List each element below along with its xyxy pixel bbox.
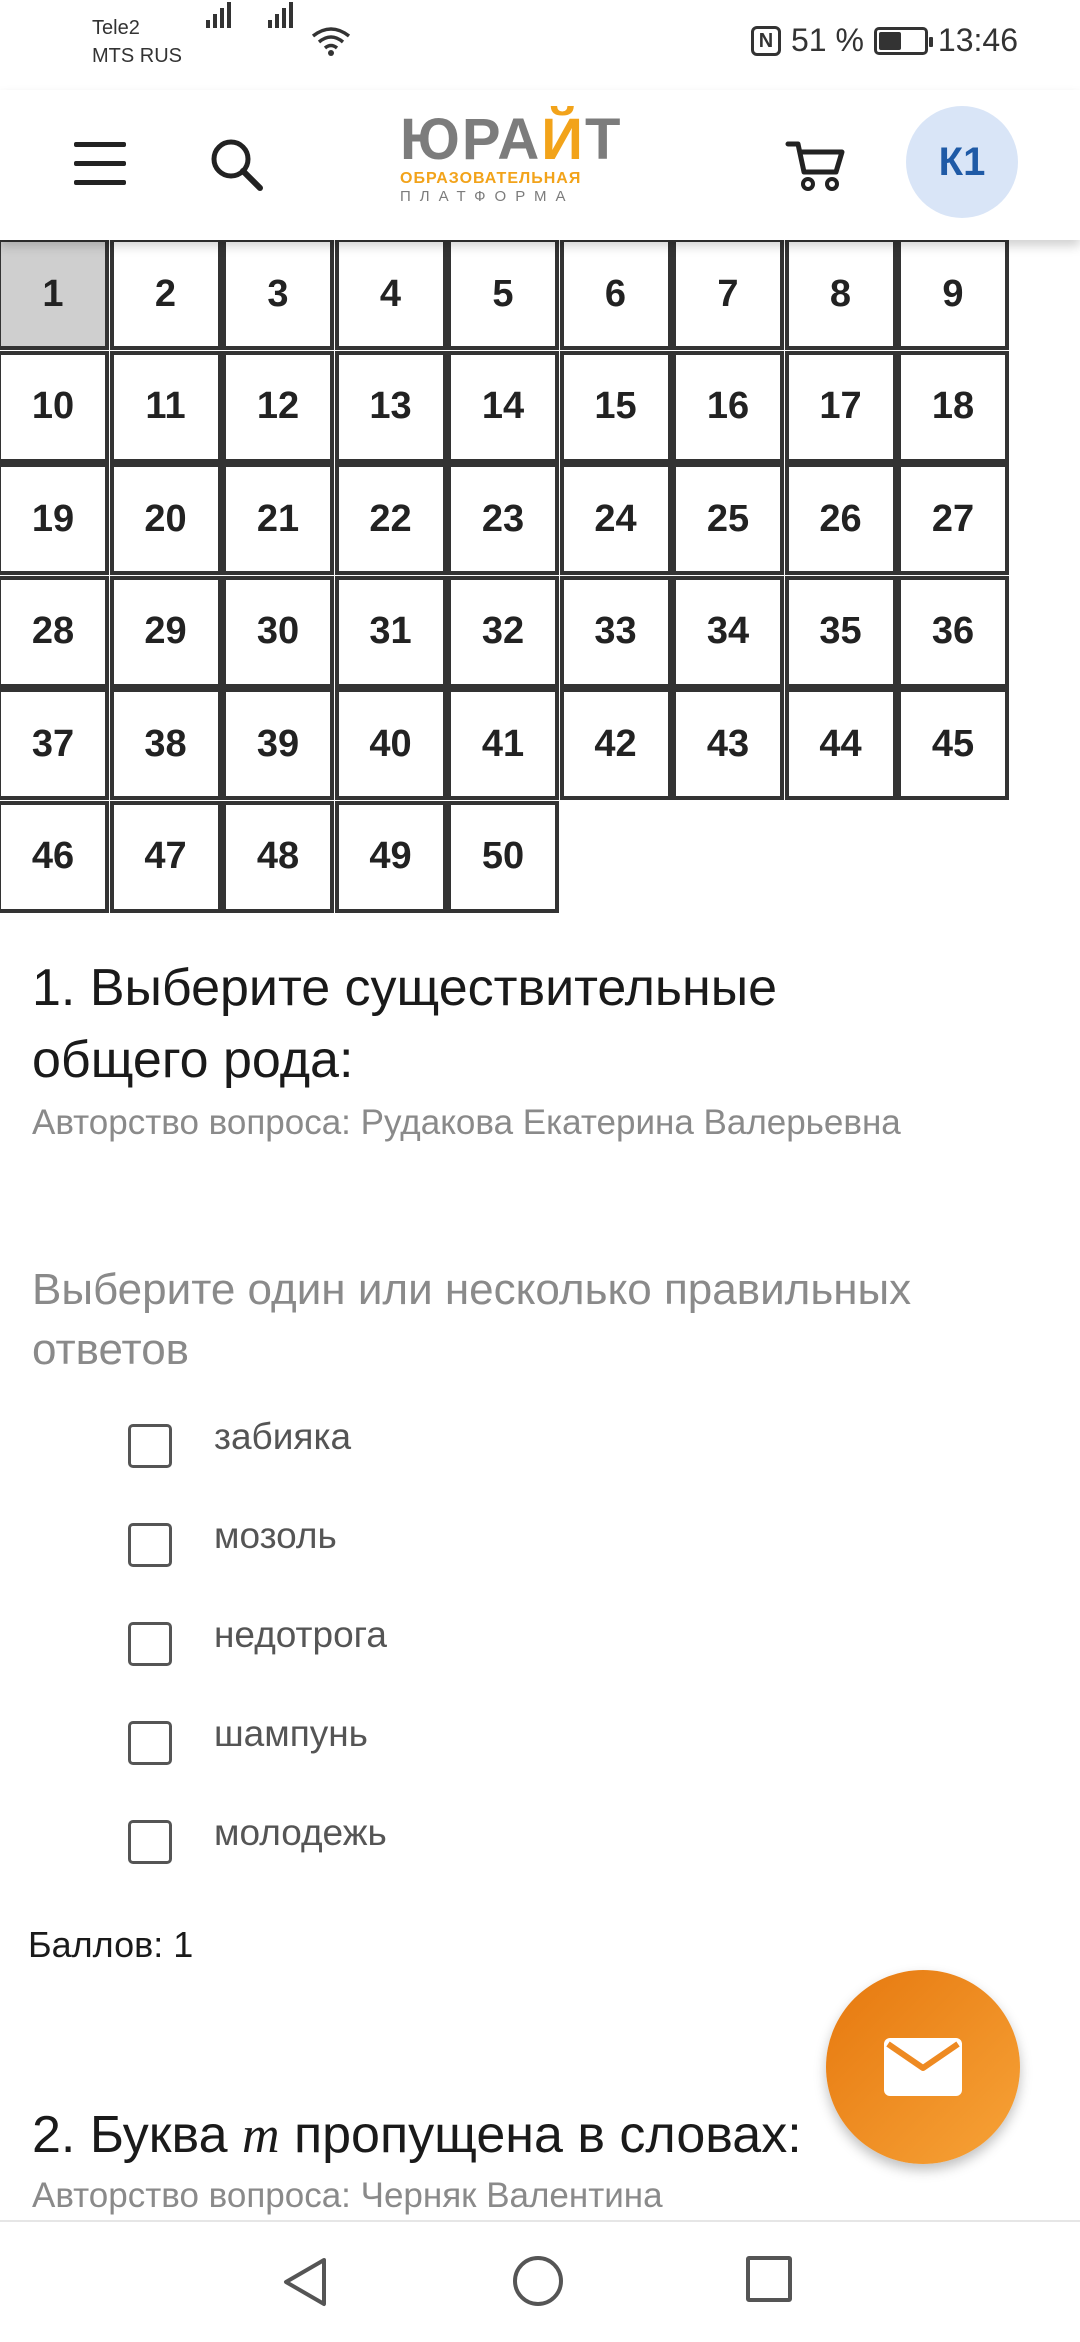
answer-checkbox[interactable] (128, 1523, 172, 1567)
question-nav-14[interactable]: 14 (447, 351, 559, 463)
question-instruction: Выберите один или несколько правильных ответов (32, 1265, 912, 1374)
answer-label: забияка (214, 1416, 352, 1457)
battery-fill (879, 32, 901, 50)
answer-option[interactable] (128, 1808, 828, 1868)
question-nav-20[interactable]: 20 (110, 463, 222, 575)
question-nav-1[interactable]: 1 (0, 238, 109, 350)
question-nav-22[interactable]: 22 (335, 463, 447, 575)
status-right (751, 22, 1018, 59)
question-nav-18[interactable]: 18 (897, 351, 1009, 463)
question-nav-21[interactable]: 21 (222, 463, 334, 575)
question-nav-41[interactable]: 41 (447, 688, 559, 800)
question-nav-44[interactable]: 44 (785, 688, 897, 800)
answer-option[interactable] (128, 1709, 828, 1769)
battery-icon (874, 27, 928, 55)
question-nav-8[interactable]: 8 (785, 238, 897, 350)
question-nav-43[interactable]: 43 (672, 688, 784, 800)
question-nav-30[interactable]: 30 (222, 576, 334, 688)
question-nav-38[interactable]: 38 (110, 688, 222, 800)
question-nav-4[interactable]: 4 (335, 238, 447, 350)
answer-checkbox[interactable] (128, 1622, 172, 1666)
user-avatar[interactable]: К1 (906, 106, 1018, 218)
question-nav-27[interactable]: 27 (897, 463, 1009, 575)
logo-subtitle-2: ПЛАТФОРМА (400, 188, 575, 205)
answer-checkbox[interactable] (128, 1820, 172, 1864)
question-nav-25[interactable]: 25 (672, 463, 784, 575)
question-nav-47[interactable]: 47 (110, 801, 222, 913)
answer-option[interactable] (128, 1412, 828, 1472)
question-nav-36[interactable]: 36 (897, 576, 1009, 688)
answer-checkbox[interactable] (128, 1424, 172, 1468)
question-nav-40[interactable]: 40 (335, 688, 447, 800)
question-nav-32[interactable]: 32 (447, 576, 559, 688)
status-bar (0, 0, 1080, 90)
question-nav-45[interactable]: 45 (897, 688, 1009, 800)
question-nav-39[interactable]: 39 (222, 688, 334, 800)
system-nav-bar (0, 2220, 1080, 2342)
question-nav-48[interactable]: 48 (222, 801, 334, 913)
answer-label: мозоль (214, 1515, 337, 1556)
question-nav-16[interactable]: 16 (672, 351, 784, 463)
answer-label: молодежь (214, 1812, 387, 1853)
question-nav-50[interactable]: 50 (447, 801, 559, 913)
question-title: 1. Выберите существительные общего рода: (32, 959, 778, 1089)
question-nav-28[interactable]: 28 (0, 576, 109, 688)
recent-apps-icon[interactable] (746, 2256, 792, 2302)
nfc-icon: N (751, 26, 781, 56)
question-score: Баллов: 1 (28, 1924, 194, 1965)
question-2-author: Авторство вопроса: Черняк Валентина (32, 2176, 663, 2215)
question-nav-35[interactable]: 35 (785, 576, 897, 688)
mail-icon (884, 2038, 962, 2096)
question-nav-13[interactable]: 13 (335, 351, 447, 463)
question-nav-26[interactable]: 26 (785, 463, 897, 575)
question-nav-24[interactable]: 24 (560, 463, 672, 575)
question-nav-42[interactable]: 42 (560, 688, 672, 800)
home-icon[interactable] (513, 2256, 563, 2306)
question-nav-29[interactable]: 29 (110, 576, 222, 688)
answer-label: недотрога (214, 1614, 387, 1655)
question-nav-31[interactable]: 31 (335, 576, 447, 688)
wifi-icon (310, 26, 352, 58)
question-2-title: 2. Буква т пропущена в словах: (32, 2106, 802, 2164)
question-nav-7[interactable]: 7 (672, 238, 784, 350)
urait-logo[interactable] (400, 107, 640, 206)
question-author: Авторство вопроса: Рудакова Екатерина Валерьевна (32, 1103, 901, 1142)
question-nav-33[interactable]: 33 (560, 576, 672, 688)
carrier-2: MTS RUS (92, 45, 182, 67)
question-nav-6[interactable]: 6 (560, 238, 672, 350)
question-nav-12[interactable]: 12 (222, 351, 334, 463)
question-nav-37[interactable]: 37 (0, 688, 109, 800)
question-nav-19[interactable]: 19 (0, 463, 109, 575)
carrier-info (92, 14, 182, 70)
question-nav-49[interactable]: 49 (335, 801, 447, 913)
question-nav-5[interactable]: 5 (447, 238, 559, 350)
question-nav-9[interactable]: 9 (897, 238, 1009, 350)
question-nav-10[interactable]: 10 (0, 351, 109, 463)
logo-subtitle-1: ОБРАЗОВАТЕЛЬНАЯ (400, 170, 582, 187)
back-icon[interactable] (280, 2256, 330, 2308)
question-nav-15[interactable]: 15 (560, 351, 672, 463)
question-nav-11[interactable]: 11 (110, 351, 222, 463)
cart-icon[interactable] (784, 134, 848, 198)
menu-icon[interactable] (74, 142, 128, 186)
app-header (0, 90, 1080, 240)
mail-button[interactable] (826, 1970, 1020, 2164)
question-nav-2[interactable]: 2 (110, 238, 222, 350)
battery-percent: 51 % (790, 22, 864, 58)
question-nav-23[interactable]: 23 (447, 463, 559, 575)
search-icon[interactable] (206, 134, 268, 196)
answer-checkbox[interactable] (128, 1721, 172, 1765)
carrier-1: Tele2 (92, 17, 140, 39)
question-nav-46[interactable]: 46 (0, 801, 109, 913)
question-nav-34[interactable]: 34 (672, 576, 784, 688)
logo-wordmark: ЮРАЙТ (400, 107, 623, 172)
answer-option[interactable] (128, 1511, 828, 1571)
question-nav-17[interactable]: 17 (785, 351, 897, 463)
answer-label: шампунь (214, 1713, 368, 1754)
clock: 13:46 (937, 22, 1018, 58)
answer-option[interactable] (128, 1610, 828, 1670)
question-nav-3[interactable]: 3 (222, 238, 334, 350)
